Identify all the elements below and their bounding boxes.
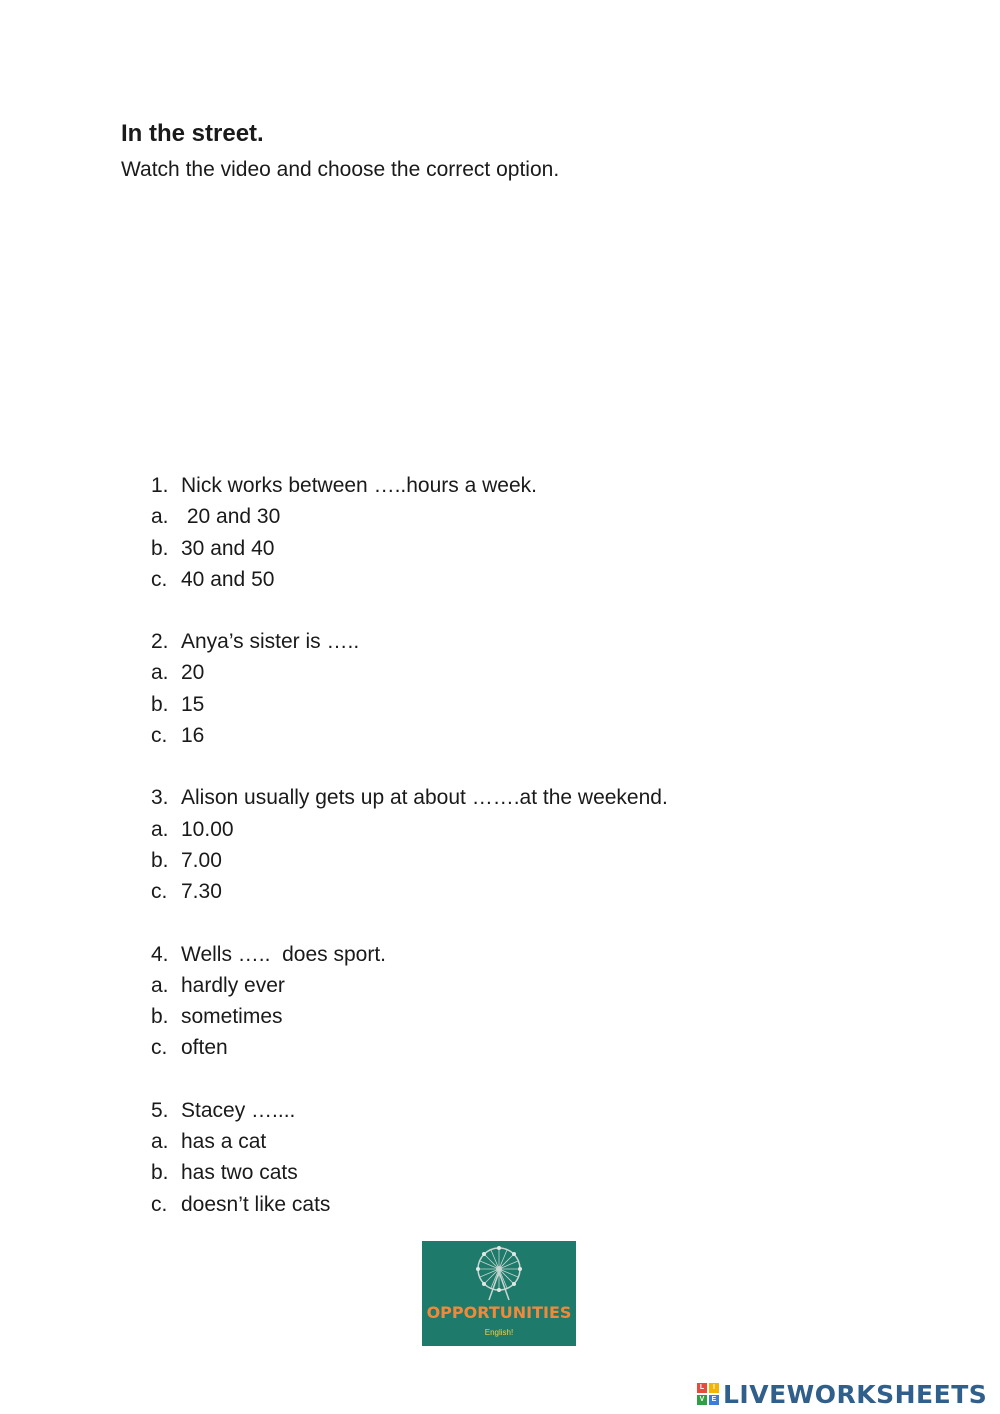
option-letter: c. [151,567,168,591]
option-letter: b. [151,848,169,872]
question-number: 3. [151,786,169,810]
page-title: In the street. [121,120,264,147]
question-4 [151,939,851,1064]
question-text: Nick works between …..hours a week. [181,474,537,497]
option-text: has two cats [181,1161,298,1185]
logo-subtitle: English! [484,1328,514,1337]
brand-name: LIVEWORKSHEETS [723,1379,988,1409]
brand-block: V [697,1395,707,1405]
answer-option[interactable] [151,1126,851,1157]
brand-block: L [697,1383,707,1393]
option-letter: a. [151,1130,169,1154]
option-letter: a. [151,973,169,997]
option-text: 16 [181,724,205,748]
answer-option[interactable] [151,1032,851,1063]
answer-option[interactable] [151,845,851,876]
option-text: 20 and 30 [181,505,281,529]
answer-option[interactable] [151,720,851,751]
question-stem [151,939,851,970]
option-text: hardly ever [181,973,285,997]
liveworksheets-brand [697,1378,987,1410]
question-number: 5. [151,1098,169,1122]
question-text: Anya’s sister is ….. [181,630,360,654]
question-text: Alison usually gets up at about …….at the weekend. [181,786,668,810]
question-number: 4. [151,942,169,966]
question-2 [151,626,851,751]
answer-option[interactable] [151,1001,851,1032]
answer-option[interactable] [151,501,851,532]
answer-option[interactable] [151,564,851,595]
option-letter: a. [151,817,169,841]
answer-option[interactable] [151,657,851,688]
option-letter: b. [151,1161,169,1185]
answer-option[interactable] [151,814,851,845]
ferris-wheel-icon [474,1244,524,1302]
question-5 [151,1095,851,1220]
logo-wordmark: OPPORTUNITIES [426,1303,572,1322]
option-letter: b. [151,536,169,560]
option-letter: c. [151,1036,168,1060]
option-text: 20 [181,661,205,685]
option-text: has a cat [181,1130,267,1154]
option-text: 7.30 [181,880,222,904]
option-text: 15 [181,692,205,716]
opportunities-logo [422,1241,576,1346]
instruction-text: Watch the video and choose the correct option. [121,158,560,181]
answer-option[interactable] [151,689,851,720]
option-letter: b. [151,1005,169,1029]
option-text: 40 and 50 [181,567,275,591]
option-letter: a. [151,661,169,685]
question-number: 1. [151,474,169,497]
option-letter: a. [151,505,169,529]
question-number: 2. [151,630,169,654]
option-text: 10.00 [181,817,234,841]
answer-option[interactable] [151,1157,851,1188]
question-text: Stacey ….... [181,1098,296,1122]
answer-option[interactable] [151,1189,851,1220]
answer-option[interactable] [151,533,851,564]
brand-block: E [709,1395,719,1405]
option-text: 7.00 [181,848,222,872]
brand-blocks-icon [697,1383,719,1405]
question-3 [151,782,851,907]
question-stem [151,782,851,813]
question-text: Wells ….. does sport. [181,942,387,966]
question-list [151,470,851,1251]
question-stem [151,626,851,657]
option-text: 30 and 40 [181,536,275,560]
option-letter: c. [151,724,168,748]
question-1 [151,470,851,595]
question-stem [151,470,851,501]
option-letter: c. [151,1192,168,1216]
brand-block: I [709,1383,719,1393]
answer-option[interactable] [151,970,851,1001]
option-text: doesn’t like cats [181,1192,331,1216]
option-letter: b. [151,692,169,716]
option-text: sometimes [181,1005,283,1029]
answer-option[interactable] [151,876,851,907]
option-letter: c. [151,880,168,904]
question-stem [151,1095,851,1126]
option-text: often [181,1036,228,1060]
